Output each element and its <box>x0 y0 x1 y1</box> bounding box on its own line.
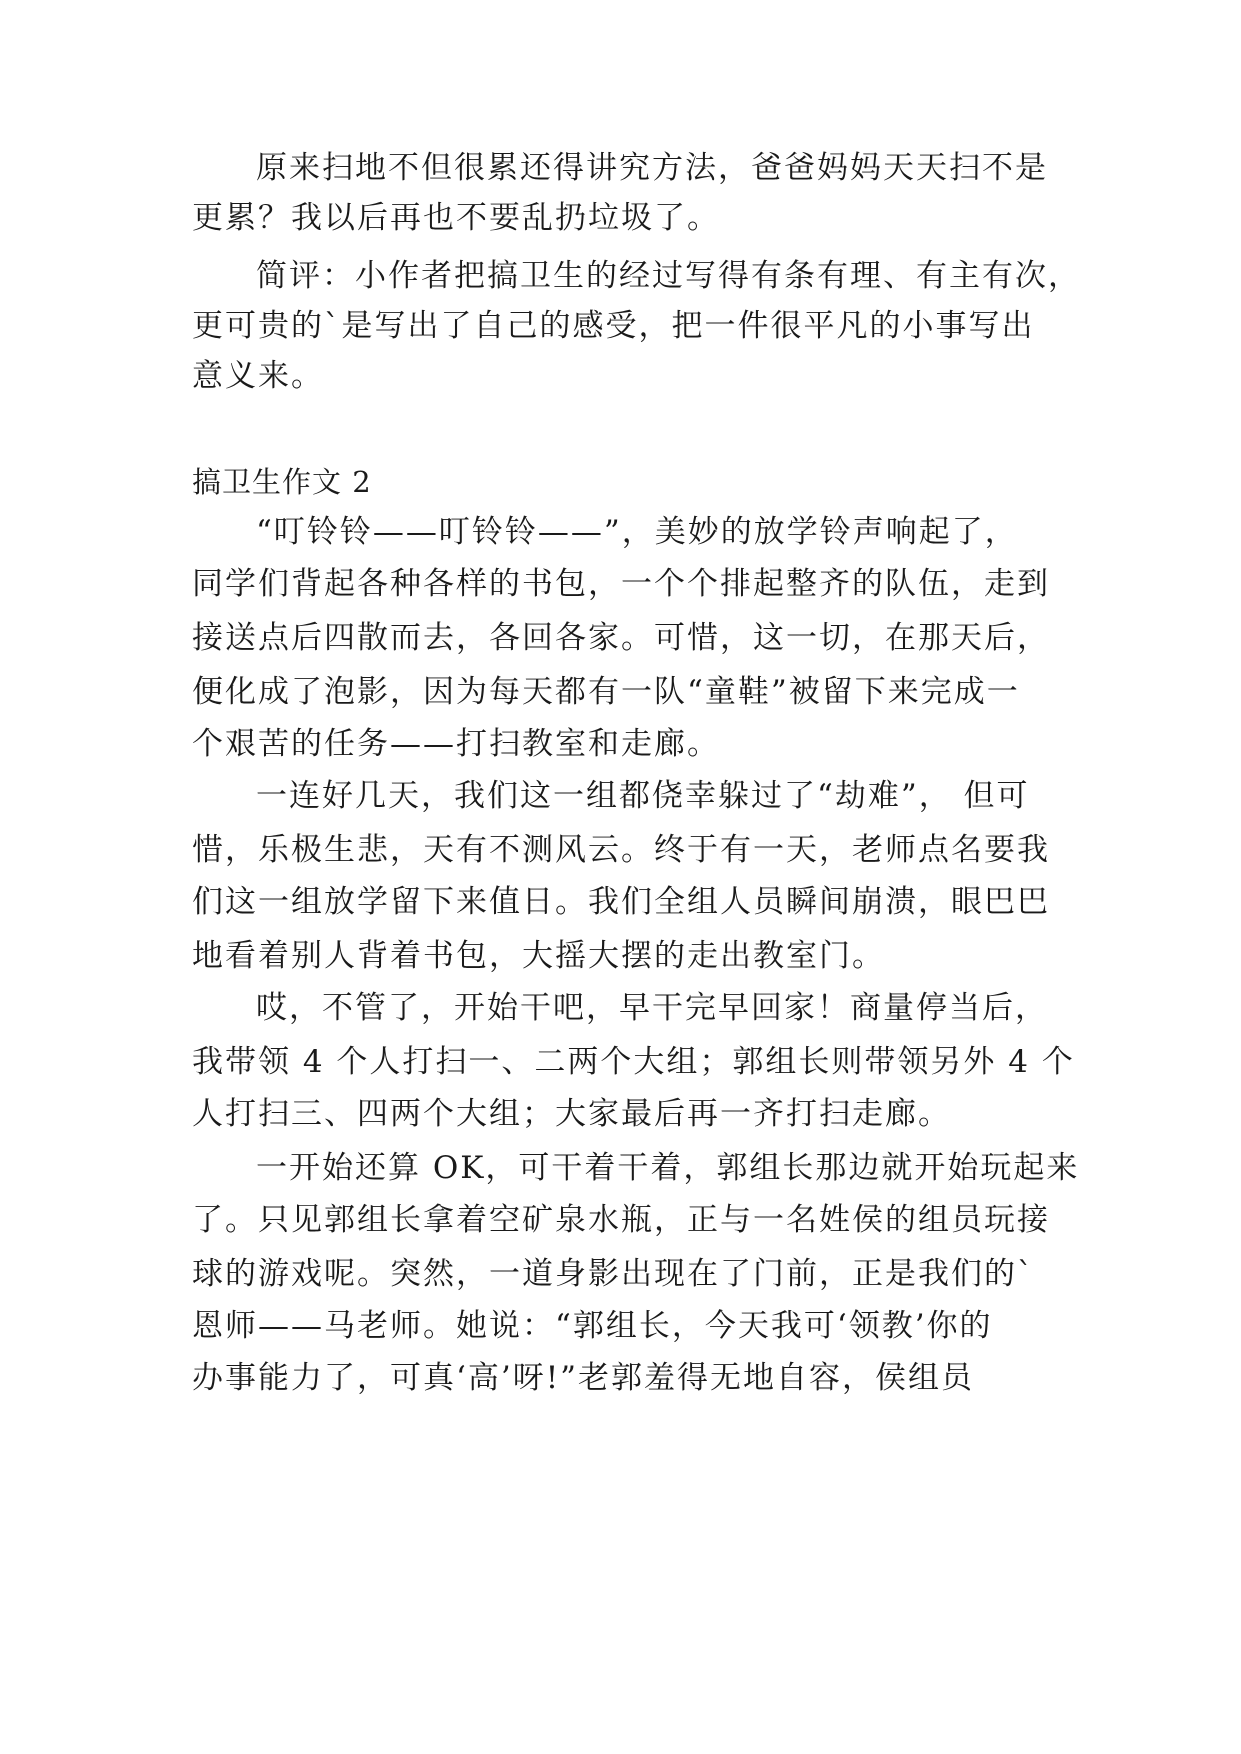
paragraph3-line-2: 我带领 4 个人打扫一、二两个大组；郭组长则带领另外 4 个 <box>192 1044 1075 1080</box>
paragraph3-line-1: 哎，不管了，开始干吧，早干完早回家！商量停当后， <box>256 990 1048 1026</box>
paragraph2-line-2: 惜，乐极生悲，天有不测风云。终于有一天，老师点名要我 <box>192 832 1050 868</box>
intro-line-1: 原来扫地不但很累还得讲究方法，爸爸妈妈天天扫不是 <box>256 150 1048 186</box>
paragraph2-line-1: 一连好几天，我们这一组都侥幸躲过了“劫难”， 但可 <box>256 778 1030 814</box>
paragraph1-line-4: 便化成了泡影，因为每天都有一队“童鞋”被留下来完成一 <box>192 674 1020 710</box>
review-line-3: 意义来。 <box>192 358 324 394</box>
paragraph4-line-3: 球的游戏呢。突然，一道身影出现在了门前，正是我们的` <box>192 1256 1035 1292</box>
review-line-2: 更可贵的`是写出了自己的感受，把一件很平凡的小事写出 <box>192 308 1035 344</box>
paragraph4-line-4: 恩师——马老师。她说：“郭组长，今天我可‘领教’你的 <box>192 1308 993 1344</box>
paragraph2-line-4: 地看着别人背着书包，大摇大摆的走出教室门。 <box>192 938 885 974</box>
intro-line-2: 更累？我以后再也不要乱扔垃圾了。 <box>192 200 720 236</box>
essay-title: 搞卫生作文 2 <box>192 465 372 499</box>
paragraph3-line-3: 人打扫三、四两个大组；大家最后再一齐打扫走廊。 <box>192 1096 951 1132</box>
paragraph4-line-2: 了。只见郭组长拿着空矿泉水瓶，正与一名姓侯的组员玩接 <box>192 1202 1050 1238</box>
paragraph4-line-5: 办事能力了，可真‘高’呀!”老郭羞得无地自容，侯组员 <box>192 1360 975 1396</box>
paragraph1-line-2: 同学们背起各种各样的书包，一个个排起整齐的队伍，走到 <box>192 566 1050 602</box>
paragraph2-line-3: 们这一组放学留下来值日。我们全组人员瞬间崩溃，眼巴巴 <box>192 884 1050 920</box>
paragraph1-line-1: “叮铃铃——叮铃铃——”，美妙的放学铃声响起了， <box>256 514 1018 550</box>
review-line-1: 简评：小作者把搞卫生的经过写得有条有理、有主有次， <box>256 258 1081 294</box>
paragraph1-line-5: 个艰苦的任务——打扫教室和走廊。 <box>192 726 720 762</box>
paragraph1-line-3: 接送点后四散而去，各回各家。可惜，这一切，在那天后， <box>192 620 1050 656</box>
paragraph4-line-1: 一开始还算 OK，可干着干着，郭组长那边就开始玩起来 <box>256 1150 1080 1186</box>
